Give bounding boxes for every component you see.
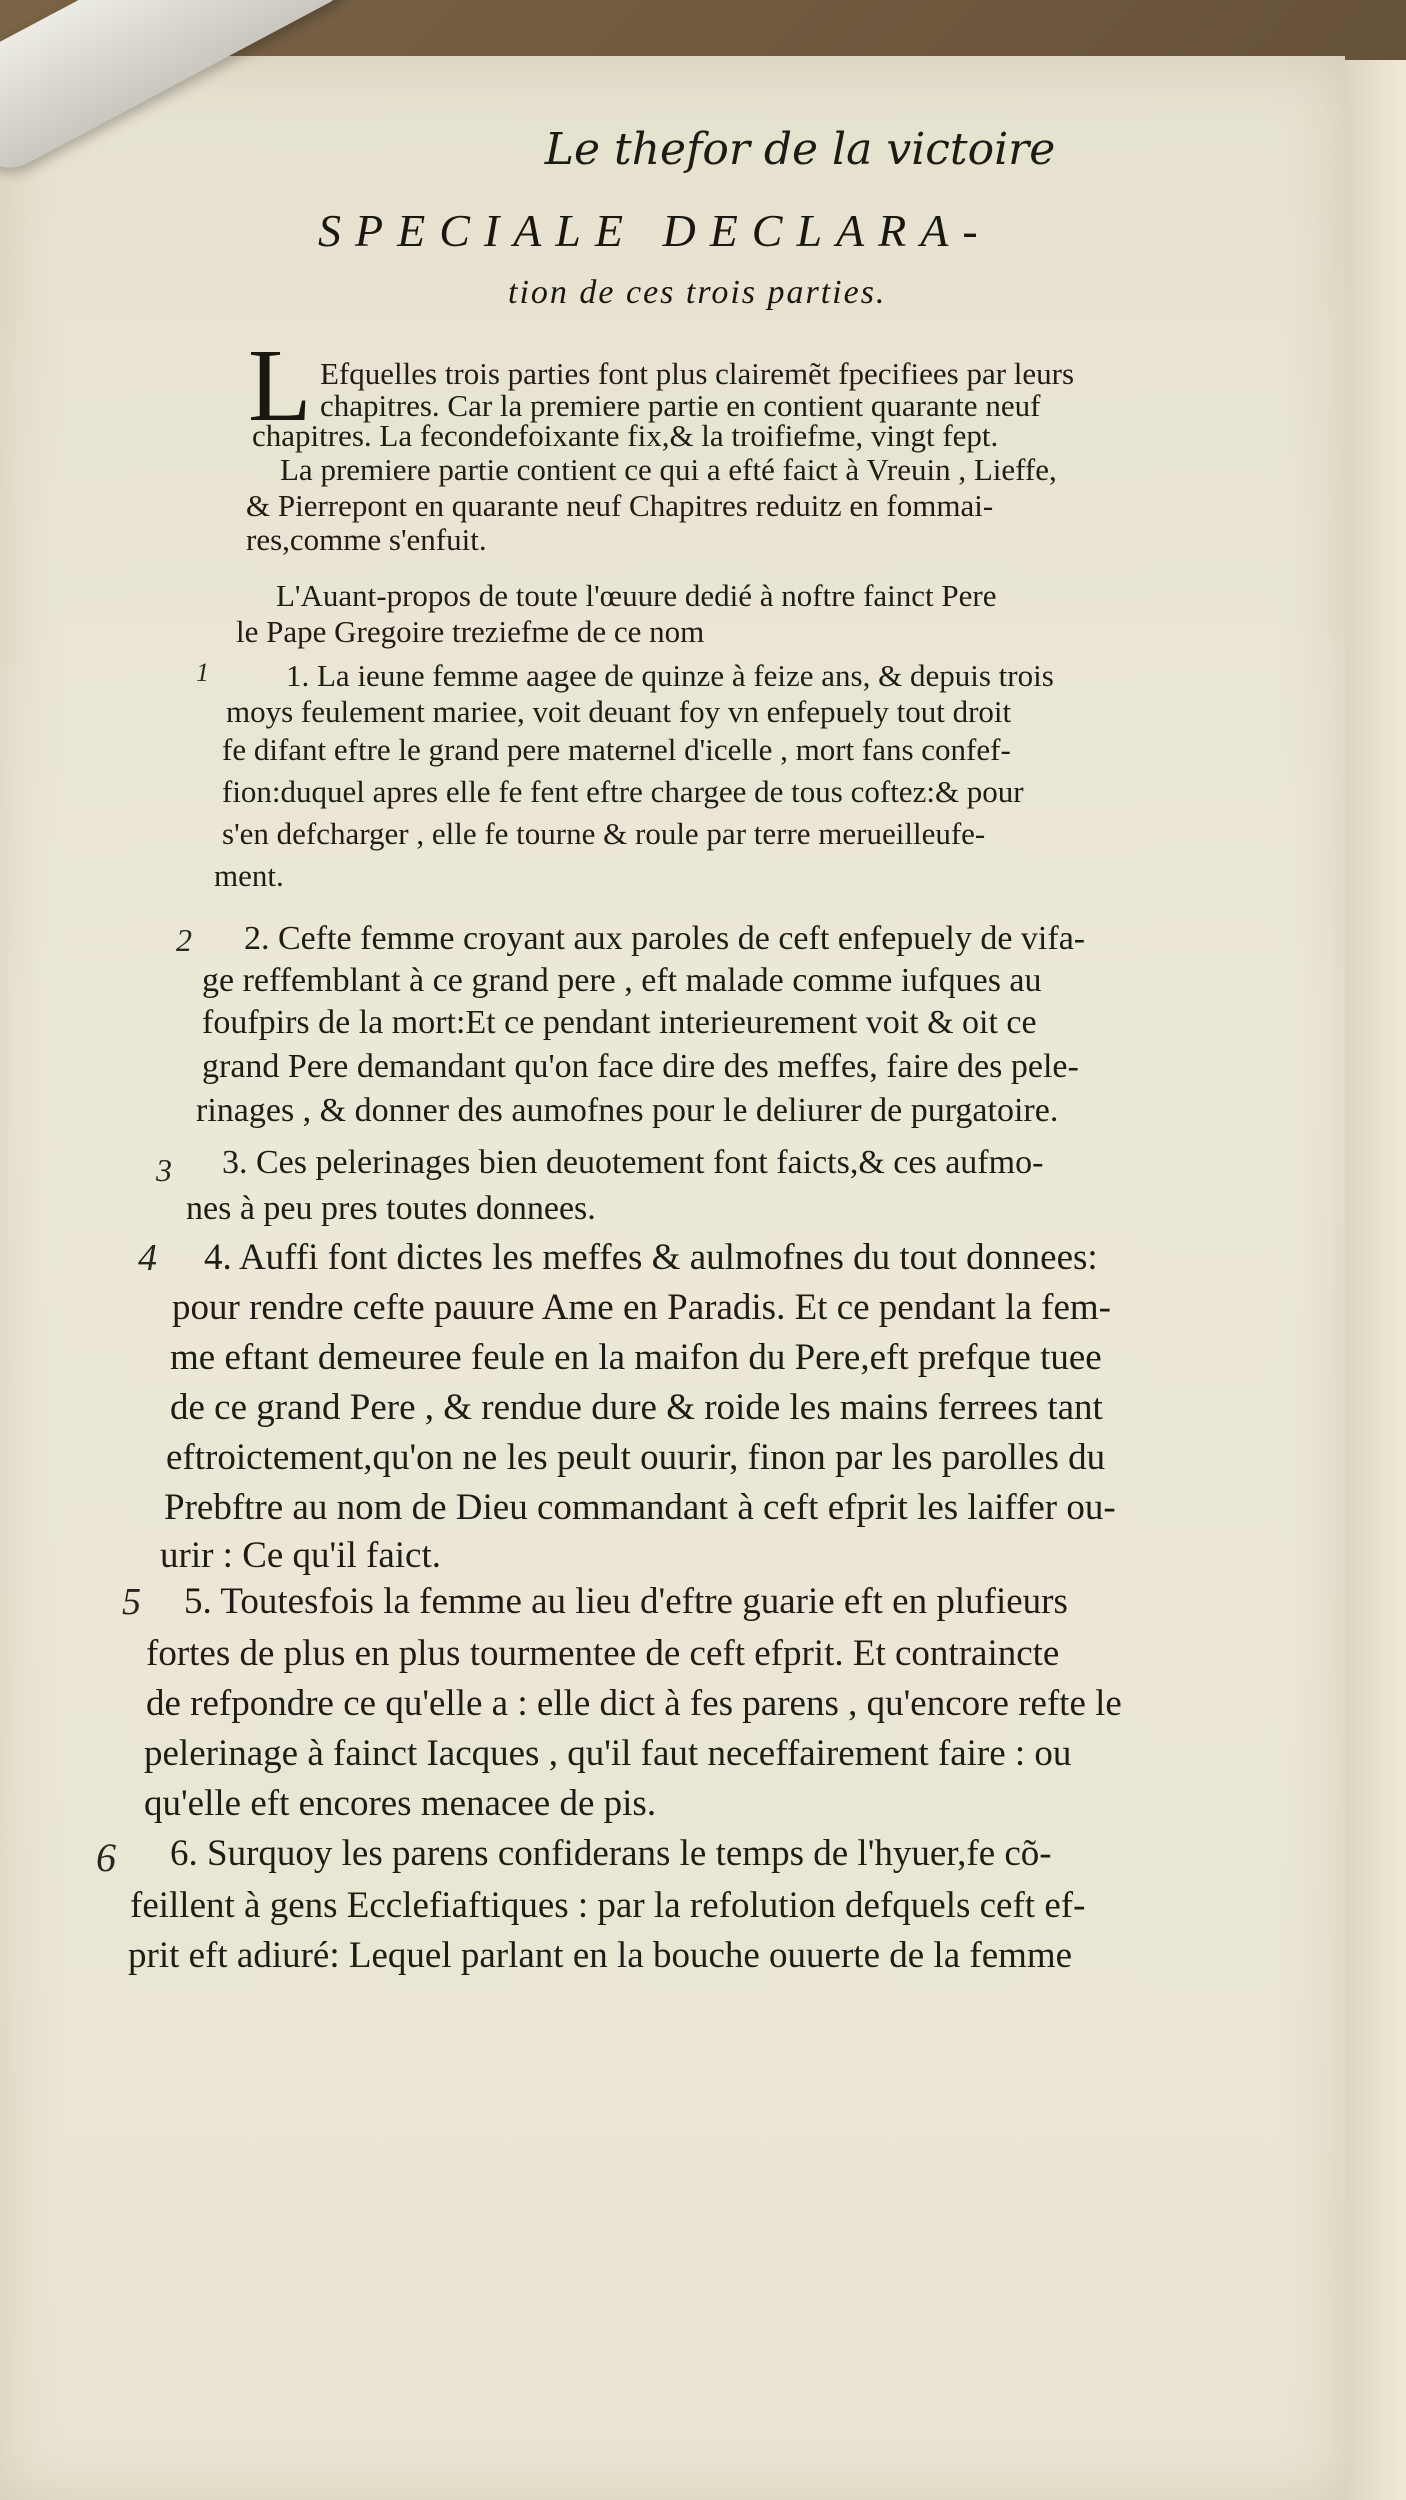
text-line: Efquelles trois parties font plus clairemẽt fpecifiees par leurs	[320, 356, 1075, 391]
text-line: me eftant demeuree feule en la maifon du Pere,eft prefque tuee	[170, 1337, 1102, 1378]
drop-capital: L	[248, 328, 312, 443]
section-heading-line2: tion de ces trois parties.	[508, 274, 887, 311]
text-line: fion:duquel apres elle fe fent eftre chargee de tous coftez:& pour	[222, 774, 1024, 809]
text-line: 4. Auffi font dictes les meffes & aulmofnes du tout donnees:	[204, 1237, 1098, 1278]
text-line: eftroictement,qu'on ne les peult ouurir, finon par les parolles du	[166, 1437, 1106, 1478]
text-line: 1. La ieune femme aagee de quinze à feize ans, & depuis trois	[286, 658, 1054, 693]
margin-number: 2	[176, 922, 192, 958]
text-line: ment.	[214, 858, 284, 893]
text-line: s'en defcharger , elle fe tourne & roule par terre merueilleufe-	[222, 816, 986, 851]
text-line: feillent à gens Ecclefiaftiques : par la refolution defquels ceft ef-	[130, 1885, 1086, 1926]
text-line: res,comme s'enfuit.	[246, 522, 487, 557]
text-line: rinages , & donner des aumofnes pour le deliurer de purgatoire.	[196, 1092, 1059, 1129]
margin-number: 4	[138, 1237, 157, 1279]
text-line: 5. Toutesfois la femme au lieu d'eftre guarie eft en plufieurs	[184, 1581, 1068, 1622]
text-line: L'Auant-propos de toute l'œuure dedié à noftre fainct Pere	[276, 578, 997, 613]
text-line: foufpirs de la mort:Et ce pendant interieurement voit & oit ce	[202, 1004, 1037, 1041]
text-line: Prebftre au nom de Dieu commandant à ceft efprit les laiffer ou-	[164, 1487, 1116, 1528]
margin-number: 3	[156, 1152, 172, 1188]
text-line: ge reffemblant à ce grand pere , eft malade comme iufques au	[202, 962, 1042, 999]
text-line: urir : Ce qu'il faict.	[160, 1535, 442, 1576]
running-title: Le thefor de la victoire	[544, 124, 1056, 175]
text-line: qu'elle eft encores menacee de pis.	[144, 1783, 657, 1824]
text-line: grand Pere demandant qu'on face dire des meffes, faire des pele-	[202, 1048, 1079, 1085]
margin-number: 5	[122, 1581, 141, 1623]
text-line: de refpondre ce qu'elle a : elle dict à fes parens , qu'encore refte le	[146, 1683, 1122, 1724]
margin-number: 6	[96, 1835, 116, 1880]
text-line: & Pierrepont en quarante neuf Chapitres reduitz en fommai-	[246, 488, 994, 523]
text-line: 2. Cefte femme croyant aux paroles de ceft enfepuely de vifa-	[244, 920, 1086, 957]
text-line: de ce grand Pere , & rendue dure & roide les mains ferrees tant	[170, 1387, 1103, 1428]
text-line: le Pape Gregoire treziefme de ce nom	[236, 614, 705, 649]
text-line: prit eft adiuré: Lequel parlant en la bouche ouuerte de la femme	[128, 1935, 1073, 1976]
text-line: pelerinage à fainct Iacques , qu'il faut neceffairement faire : ou	[144, 1733, 1072, 1774]
text-line: chapitres. La fecondefoixante fix,& la troifiefme, vingt fept.	[252, 418, 999, 453]
margin-number: 1	[196, 658, 209, 687]
text-line: fe difant eftre le grand pere maternel d'icelle , mort fans confef-	[222, 732, 1011, 767]
text-line: fortes de plus en plus tourmentee de ceft efprit. Et contraincte	[146, 1633, 1060, 1674]
section-heading-line1: SPECIALE DECLARA-	[318, 205, 992, 256]
text-line: pour rendre cefte pauure Ame en Paradis. Et ce pendant la fem-	[172, 1287, 1111, 1328]
text-line: 3. Ces pelerinages bien deuotement font faicts,& ces aufmo-	[222, 1144, 1044, 1181]
text-line: 6. Surquoy les parens confiderans le temps de l'hyuer,fe cõ-	[170, 1833, 1052, 1874]
text-line: chapitres. Car la premiere partie en contient quarante neuf	[320, 388, 1041, 423]
text-line: moys feulement mariee, voit deuant foy vn enfepuely tout droit	[226, 694, 1012, 729]
text-line: nes à peu pres toutes donnees.	[186, 1190, 596, 1227]
text-line: La premiere partie contient ce qui a efté faict à Vreuin , Lieffe,	[280, 452, 1057, 487]
